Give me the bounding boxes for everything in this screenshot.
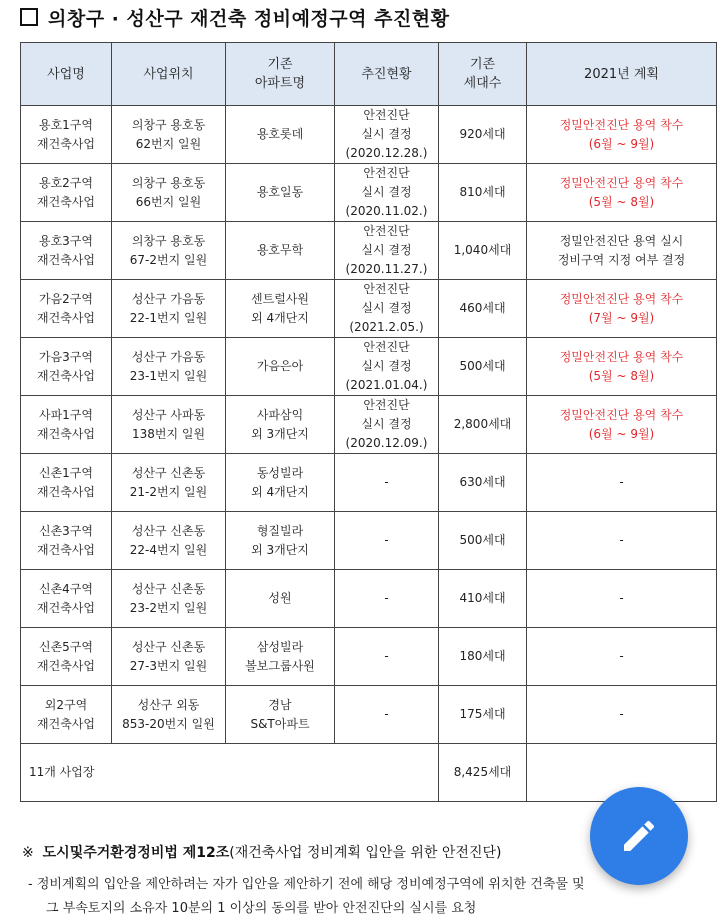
note-mark: ※	[22, 845, 34, 861]
plan-cell: -	[527, 570, 717, 628]
location-cell: 의창구 용호동 66번지 일원	[112, 164, 226, 222]
total-row	[21, 744, 717, 802]
status-cell: 안전진단 실시 결정 (2020.12.09.)	[335, 396, 439, 454]
plan-cell: 정밀안전진단 용역 착수 (7월 ~ 9월)	[527, 280, 717, 338]
project-name-cell: 용호1구역 재건축사업	[21, 106, 112, 164]
location-cell: 성산구 외동 853-20번지 일원	[112, 686, 226, 744]
status-cell: -	[335, 454, 439, 512]
status-cell: 안전진단 실시 결정 (2020.12.28.)	[335, 106, 439, 164]
project-name-cell: 신촌1구역 재건축사업	[21, 454, 112, 512]
table-row	[21, 686, 717, 744]
apartment-cell: 센트럴사원 외 4개단지	[226, 280, 335, 338]
households-cell: 630세대	[439, 454, 527, 512]
plan-cell: -	[527, 454, 717, 512]
note-desc: (재건축사업 정비계획 입안을 위한 안전진단)	[229, 845, 502, 861]
header-location: 사업위치	[112, 43, 226, 106]
apartment-cell: 용호일동	[226, 164, 335, 222]
plan-cell: -	[527, 686, 717, 744]
location-cell: 성산구 사파동 138번지 일원	[112, 396, 226, 454]
location-cell: 성산구 신촌동 23-2번지 일원	[112, 570, 226, 628]
project-name-cell: 가음2구역 재건축사업	[21, 280, 112, 338]
households-cell: 1,040세대	[439, 222, 527, 280]
edit-pencil-icon	[619, 816, 659, 856]
apartment-cell: 형질빌라 외 3개단지	[226, 512, 335, 570]
plan-cell: 정밀안전진단 용역 착수 (6월 ~ 9월)	[527, 396, 717, 454]
project-name-cell: 사파1구역 재건축사업	[21, 396, 112, 454]
apartment-cell: 가음은아	[226, 338, 335, 396]
note-line-1: - 정비계획의 입안을 제안하려는 자가 입안을 제안하기 전에 해당 정비예정구역에 위치한 건축물 및	[28, 877, 585, 892]
edit-button[interactable]	[590, 787, 688, 885]
table-row	[21, 396, 717, 454]
households-cell: 920세대	[439, 106, 527, 164]
status-cell: 안전진단 실시 결정 (2021.2.05.)	[335, 280, 439, 338]
title-text: 의창구 · 성산구 재건축 정비예정구역 추진현황	[48, 8, 450, 30]
status-cell: 안전진단 실시 결정 (2020.11.02.)	[335, 164, 439, 222]
note-law: 도시및주거환경정비법 제12조	[42, 845, 230, 861]
project-name-cell: 가음3구역 재건축사업	[21, 338, 112, 396]
note-title	[22, 842, 501, 862]
table-header-row	[21, 43, 717, 106]
plan-cell: 정밀안전진단 용역 착수 (5월 ~ 8월)	[527, 164, 717, 222]
total-label-cell: 11개 사업장	[21, 744, 439, 802]
apartment-cell: 동성빌라 외 4개단지	[226, 454, 335, 512]
table-row	[21, 106, 717, 164]
location-cell: 성산구 신촌동 22-4번지 일원	[112, 512, 226, 570]
location-cell: 의창구 용호동 67-2번지 일원	[112, 222, 226, 280]
status-cell: -	[335, 686, 439, 744]
header-apartment: 기존 아파트명	[226, 43, 335, 106]
header-project-name: 사업명	[21, 43, 112, 106]
project-name-cell: 용호2구역 재건축사업	[21, 164, 112, 222]
table-row	[21, 164, 717, 222]
table-row	[21, 570, 717, 628]
plan-cell: 정밀안전진단 용역 착수 (5월 ~ 8월)	[527, 338, 717, 396]
apartment-cell: 용호무학	[226, 222, 335, 280]
households-cell: 2,800세대	[439, 396, 527, 454]
note-line-2: 그 부속토지의 소유자 10분의 1 이상의 동의를 받아 안전진단의 실시를 요청	[46, 901, 477, 916]
project-name-cell: 신촌3구역 재건축사업	[21, 512, 112, 570]
households-cell: 410세대	[439, 570, 527, 628]
page-title	[20, 4, 450, 32]
location-cell: 성산구 신촌동 27-3번지 일원	[112, 628, 226, 686]
location-cell: 성산구 신촌동 21-2번지 일원	[112, 454, 226, 512]
apartment-cell: 삼성빌라 볼보그룹사원	[226, 628, 335, 686]
header-status: 추진현황	[335, 43, 439, 106]
households-cell: 500세대	[439, 338, 527, 396]
status-cell: -	[335, 512, 439, 570]
table-row	[21, 628, 717, 686]
table-row	[21, 338, 717, 396]
table-row	[21, 512, 717, 570]
location-cell: 성산구 가음동 22-1번지 일원	[112, 280, 226, 338]
apartment-cell: 성원	[226, 570, 335, 628]
project-status-table	[20, 42, 717, 802]
households-cell: 810세대	[439, 164, 527, 222]
apartment-cell: 사파삼익 외 3개단지	[226, 396, 335, 454]
status-cell: 안전진단 실시 결정 (2020.11.27.)	[335, 222, 439, 280]
header-plan-2021: 2021년 계획	[527, 43, 717, 106]
plan-cell: 정밀안전진단 용역 실시 정비구역 지정 여부 결정	[527, 222, 717, 280]
project-name-cell: 신촌5구역 재건축사업	[21, 628, 112, 686]
apartment-cell: 경남 S&T아파트	[226, 686, 335, 744]
plan-cell: -	[527, 512, 717, 570]
header-households: 기존 세대수	[439, 43, 527, 106]
checkbox-square-icon	[20, 8, 38, 26]
project-name-cell: 외2구역 재건축사업	[21, 686, 112, 744]
status-cell: 안전진단 실시 결정 (2021.01.04.)	[335, 338, 439, 396]
total-households-cell: 8,425세대	[439, 744, 527, 802]
households-cell: 500세대	[439, 512, 527, 570]
households-cell: 180세대	[439, 628, 527, 686]
table-row	[21, 222, 717, 280]
project-name-cell: 신촌4구역 재건축사업	[21, 570, 112, 628]
plan-cell: 정밀안전진단 용역 착수 (6월 ~ 9월)	[527, 106, 717, 164]
location-cell: 성산구 가음동 23-1번지 일원	[112, 338, 226, 396]
apartment-cell: 용호롯데	[226, 106, 335, 164]
location-cell: 의창구 용호동 62번지 일원	[112, 106, 226, 164]
status-cell: -	[335, 628, 439, 686]
households-cell: 175세대	[439, 686, 527, 744]
project-name-cell: 용호3구역 재건축사업	[21, 222, 112, 280]
status-cell: -	[335, 570, 439, 628]
households-cell: 460세대	[439, 280, 527, 338]
plan-cell: -	[527, 628, 717, 686]
table-row	[21, 280, 717, 338]
table-row	[21, 454, 717, 512]
